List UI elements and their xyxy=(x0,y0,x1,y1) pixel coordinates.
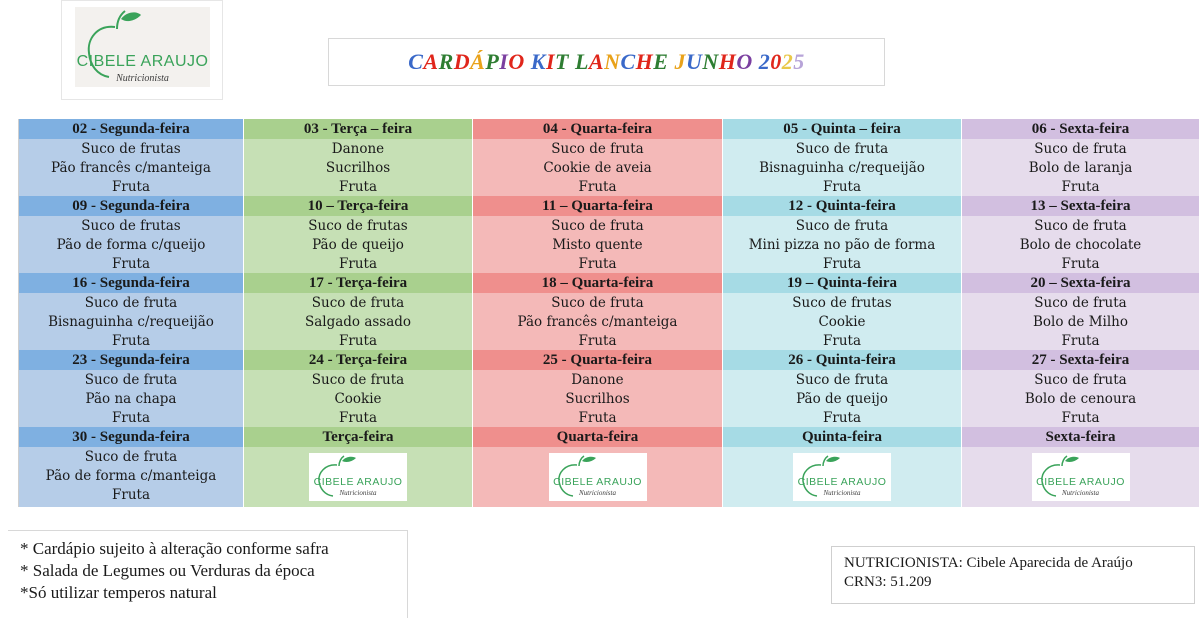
menu-item: Suco de fruta xyxy=(551,141,644,157)
menu-item: Suco de fruta xyxy=(311,295,405,311)
title-letter: J xyxy=(674,49,686,74)
menu-column xyxy=(18,119,244,507)
nutritionist-name: NUTRICIONISTA: Cibele Aparecida de Araújo xyxy=(844,555,1133,571)
day-items xyxy=(244,293,472,350)
menu-item: Fruta xyxy=(112,179,150,195)
title-letter: 2 xyxy=(758,49,771,74)
day-items xyxy=(244,370,472,427)
menu-item: Suco de fruta xyxy=(795,218,889,234)
menu-item: Fruta xyxy=(339,179,377,195)
day-header: 19 – Quinta-feira xyxy=(723,273,961,293)
day-items xyxy=(723,139,961,196)
brand-logo xyxy=(75,7,210,87)
menu-item: Suco de fruta xyxy=(551,295,644,311)
day-items xyxy=(244,447,472,505)
note-line: * Salada de Legumes ou Verduras da época xyxy=(20,561,315,580)
day-items xyxy=(19,216,243,273)
menu-item: Pão de queijo xyxy=(312,237,404,253)
day-header: 12 - Quinta-feira xyxy=(723,196,961,216)
day-items xyxy=(723,216,961,273)
day-items xyxy=(723,370,961,427)
menu-item: Sucrilhos xyxy=(565,391,630,407)
menu-item: Fruta xyxy=(1061,410,1100,426)
day-header: Quinta-feira xyxy=(723,427,961,447)
menu-item: Pão de forma c/manteiga xyxy=(45,468,217,484)
menu-item: Fruta xyxy=(823,179,861,195)
menu-item: Fruta xyxy=(578,256,617,272)
day-items xyxy=(473,139,722,196)
day-header: Quarta-feira xyxy=(473,427,722,447)
logo-subtitle: Nutricionista xyxy=(116,73,169,84)
menu-item: Misto quente xyxy=(552,237,643,253)
menu-item: Bisnaguinha c/requeijão xyxy=(48,314,214,330)
menu-item: Danone xyxy=(571,372,624,388)
menu-item: Suco de frutas xyxy=(81,218,181,234)
logo-subtitle: Nutricionista xyxy=(579,489,616,497)
logo-subtitle: Nutricionista xyxy=(339,489,377,497)
title-letter: 2 xyxy=(781,49,794,74)
day-header: 17 - Terça-feira xyxy=(244,273,472,293)
day-header: 27 - Sexta-feira xyxy=(962,350,1199,370)
menu-item: Suco de fruta xyxy=(795,141,889,157)
menu-table xyxy=(18,119,1200,507)
menu-item: Cookie xyxy=(818,314,866,330)
menu-item: Suco de frutas xyxy=(792,295,892,311)
menu-item: Fruta xyxy=(339,410,377,426)
title-letter: Á xyxy=(470,49,486,74)
menu-item: Pão de forma c/queijo xyxy=(56,237,206,253)
logo-name: CIBELE ARAUJO xyxy=(553,476,642,488)
menu-item: Fruta xyxy=(578,179,617,195)
menu-item: Fruta xyxy=(112,256,150,272)
day-header: 03 - Terça – feira xyxy=(244,119,472,139)
day-header: 20 – Sexta-feira xyxy=(962,273,1199,293)
menu-item: Fruta xyxy=(578,333,617,349)
day-header: 23 - Segunda-feira xyxy=(19,350,243,370)
brand-logo xyxy=(309,453,407,501)
menu-column xyxy=(962,119,1200,507)
brand-logo xyxy=(1032,453,1130,501)
title-letter: H xyxy=(635,49,654,74)
logo-subtitle: Nutricionista xyxy=(1062,489,1099,497)
menu-item: Fruta xyxy=(339,256,377,272)
day-items xyxy=(473,447,722,505)
menu-item: Suco de fruta xyxy=(795,372,889,388)
menu-column xyxy=(244,119,473,507)
day-header: 26 - Quinta-feira xyxy=(723,350,961,370)
logo-subtitle: Nutricionista xyxy=(823,489,861,497)
day-items xyxy=(962,216,1199,273)
day-items xyxy=(244,216,472,273)
day-header: 16 - Segunda-feira xyxy=(19,273,243,293)
title-letter: C xyxy=(408,49,424,74)
title-letter: D xyxy=(453,49,471,74)
menu-item: Cookie de aveia xyxy=(543,160,652,176)
menu-item: Salgado assado xyxy=(304,314,412,330)
title-letter: C xyxy=(620,49,636,74)
day-items xyxy=(962,447,1199,505)
menu-item: Fruta xyxy=(1061,179,1100,195)
menu-item: Suco de fruta xyxy=(1034,141,1127,157)
notes-box xyxy=(8,530,408,618)
menu-item: Danone xyxy=(331,141,385,157)
title-letter: O xyxy=(736,49,753,74)
menu-item: Bolo de chocolate xyxy=(1019,237,1142,253)
day-header: 10 – Terça-feira xyxy=(244,196,472,216)
menu-item: Suco de fruta xyxy=(311,372,405,388)
day-items xyxy=(19,293,243,350)
menu-column xyxy=(723,119,962,507)
day-header: Sexta-feira xyxy=(962,427,1199,447)
day-items xyxy=(962,370,1199,427)
title-letter: O xyxy=(508,49,525,74)
day-items xyxy=(473,293,722,350)
day-header: 02 - Segunda-feira xyxy=(19,119,243,139)
brand-logo xyxy=(549,453,647,501)
note-line: * Cardápio sujeito à alteração conforme safra xyxy=(20,539,329,558)
title-letter: R xyxy=(438,49,454,74)
day-items xyxy=(723,293,961,350)
logo-frame xyxy=(61,0,223,100)
menu-item: Bolo de cenoura xyxy=(1024,391,1137,407)
day-items xyxy=(473,370,722,427)
title-letter: N xyxy=(702,49,719,74)
logo-name: CIBELE ARAUJO xyxy=(797,476,887,488)
day-items xyxy=(962,139,1199,196)
menu-item: Fruta xyxy=(1061,256,1100,272)
logo-name: CIBELE ARAUJO xyxy=(313,476,403,488)
title-letter: A xyxy=(423,49,439,74)
menu-item: Sucrilhos xyxy=(325,160,391,176)
day-header: Terça-feira xyxy=(244,427,472,447)
menu-item: Mini pizza no pão de forma xyxy=(748,237,936,253)
day-items xyxy=(19,447,243,505)
title-letter: 0 xyxy=(770,49,782,74)
day-header: 06 - Sexta-feira xyxy=(962,119,1199,139)
title-letter: I xyxy=(499,49,509,74)
day-items xyxy=(19,139,243,196)
menu-item: Fruta xyxy=(578,410,617,426)
menu-column xyxy=(473,119,723,507)
menu-item: Fruta xyxy=(339,333,377,349)
title-letter: U xyxy=(685,49,703,74)
menu-item: Pão francês c/manteiga xyxy=(517,314,678,330)
day-header: 25 - Quarta-feira xyxy=(473,350,722,370)
day-header: 04 - Quarta-feira xyxy=(473,119,722,139)
menu-item: Bisnaguinha c/requeijão xyxy=(759,160,925,176)
page-title xyxy=(408,49,805,75)
title-letter: A xyxy=(588,49,605,74)
title-letter: E xyxy=(653,49,669,74)
title-letter: T xyxy=(555,49,569,74)
menu-item: Fruta xyxy=(112,487,150,503)
menu-item: Fruta xyxy=(823,256,861,272)
menu-item: Suco de fruta xyxy=(84,372,178,388)
menu-item: Suco de frutas xyxy=(81,141,181,157)
menu-item: Suco de frutas xyxy=(308,218,408,234)
menu-item: Fruta xyxy=(823,333,861,349)
title-letter: N xyxy=(604,49,621,74)
title-letter: H xyxy=(718,49,737,74)
day-items xyxy=(962,293,1199,350)
nutritionist-signature xyxy=(831,546,1195,604)
day-header: 09 - Segunda-feira xyxy=(19,196,243,216)
logo-name: CIBELE ARAUJO xyxy=(76,53,209,70)
logo-name: CIBELE ARAUJO xyxy=(1036,476,1125,488)
title-letter: I xyxy=(545,49,555,74)
title-letter: K xyxy=(530,49,546,74)
menu-item: Pão na chapa xyxy=(85,391,177,407)
menu-item: Pão francês c/manteiga xyxy=(51,160,211,176)
day-items xyxy=(473,216,722,273)
day-items xyxy=(723,447,961,505)
day-items xyxy=(244,139,472,196)
day-header: 13 – Sexta-feira xyxy=(962,196,1199,216)
menu-item: Suco de fruta xyxy=(1034,372,1127,388)
day-header: 30 - Segunda-feira xyxy=(19,427,243,447)
title-letter: L xyxy=(574,49,589,74)
menu-item: Pão de queijo xyxy=(796,391,888,407)
menu-item: Fruta xyxy=(1061,333,1100,349)
menu-item: Fruta xyxy=(823,410,861,426)
menu-item: Suco de fruta xyxy=(551,218,644,234)
menu-item: Suco de fruta xyxy=(1034,218,1127,234)
menu-item: Fruta xyxy=(112,333,150,349)
menu-item: Fruta xyxy=(112,410,150,426)
title-letter: P xyxy=(485,49,500,74)
day-items xyxy=(19,370,243,427)
menu-item: Suco de fruta xyxy=(84,449,178,465)
day-header: 11 – Quarta-feira xyxy=(473,196,722,216)
brand-logo xyxy=(793,453,891,501)
title-frame xyxy=(328,38,885,86)
day-header: 24 - Terça-feira xyxy=(244,350,472,370)
menu-item: Cookie xyxy=(334,391,382,407)
day-header: 05 - Quinta – feira xyxy=(723,119,961,139)
note-line: *Só utilizar temperos natural xyxy=(20,583,217,602)
menu-item: Suco de fruta xyxy=(84,295,178,311)
title-letter: 5 xyxy=(793,49,805,74)
nutritionist-registration: CRN3: 51.209 xyxy=(844,574,932,590)
menu-item: Suco de fruta xyxy=(1034,295,1127,311)
menu-item: Bolo de Milho xyxy=(1033,314,1128,330)
menu-item: Bolo de laranja xyxy=(1028,160,1133,176)
day-header: 18 – Quarta-feira xyxy=(473,273,722,293)
